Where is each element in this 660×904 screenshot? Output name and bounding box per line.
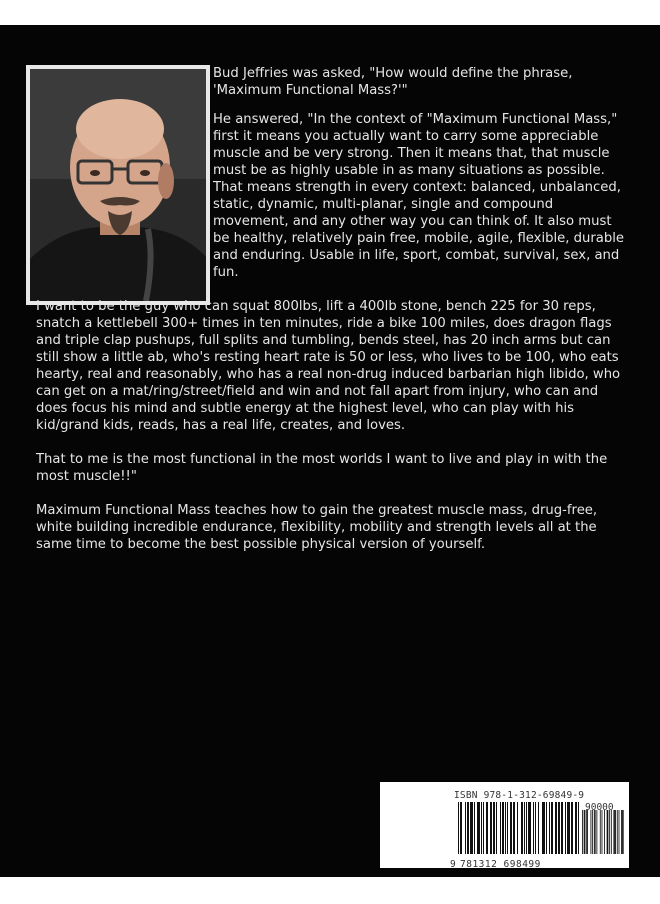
- barcode-bar: [494, 802, 495, 854]
- barcode-bar: [483, 802, 484, 854]
- barcode-bar: [503, 802, 504, 854]
- barcode-bar: [493, 802, 494, 854]
- barcode-bar: [538, 802, 539, 854]
- barcode-bar: [491, 802, 492, 854]
- barcode-bar: [604, 810, 605, 854]
- barcode-digits: 781312 698499: [460, 859, 541, 870]
- barcode-bar: [614, 810, 615, 854]
- barcode-bar: [472, 802, 473, 854]
- barcode-bar: [544, 802, 545, 854]
- barcode-bar: [591, 810, 592, 854]
- barcode-bar: [567, 802, 568, 854]
- barcode-bar: [471, 802, 472, 854]
- barcode-bar: [490, 802, 491, 854]
- barcode-bar: [602, 810, 603, 854]
- back-cover: [0, 25, 660, 877]
- answer-paragraph: He answered, "In the context of "Maximum Functional Mass," first it means you actually want to carry some appreciable muscle and be very strong. Then it means that, that muscle must be as highly usable in as many situations as possible. That means strength in every context: balanced, unbalanced, static, dynamic, multi-planar, single and compound movement, and any other way you can think of. It also must be healthy, relatively pain free, mobile, agile, flexible, durable and enduring. Usable in life, sport, combat, survival, sex, and fun.: [213, 112, 625, 280]
- barcode-bar: [467, 802, 468, 854]
- barcode-bar: [514, 802, 515, 854]
- barcode-bar: [549, 802, 550, 854]
- barcode-bar: [617, 810, 618, 854]
- barcode-bar: [465, 802, 466, 854]
- barcode-bar: [558, 802, 559, 854]
- barcode-bar: [461, 802, 462, 854]
- barcode-bar: [474, 802, 475, 854]
- back-cover-text: [36, 65, 626, 570]
- barcode-bar: [458, 802, 459, 854]
- barcode-bar: [551, 802, 552, 854]
- barcode-bar: [524, 802, 525, 854]
- barcode-bar: [535, 802, 536, 854]
- barcode-bar: [609, 810, 610, 854]
- photo-text-wrap-spacer: [36, 65, 213, 298]
- price-code: 90000: [585, 802, 614, 813]
- barcode-bar: [510, 802, 511, 854]
- barcode-bar: [576, 802, 577, 854]
- barcode-bar: [582, 810, 583, 854]
- barcode-bar: [460, 802, 461, 854]
- barcode-bar: [542, 802, 543, 854]
- barcode-bar: [562, 802, 563, 854]
- isbn-label: ISBN 978-1-312-69849-9: [454, 790, 585, 801]
- barcode-bar: [568, 802, 569, 854]
- barcode-bar: [496, 802, 497, 854]
- book-summary-paragraph: Maximum Functional Mass teaches how to gain the greatest muscle mass, drug-free, white building incredible endurance, flexibility, mobility and strength levels all at the same time to become the best possible physical version of yourself.: [36, 503, 598, 552]
- barcode-bar: [477, 802, 478, 854]
- barcode-bar: [555, 802, 556, 854]
- barcode-bar: [613, 810, 614, 854]
- barcode-bar: [592, 810, 593, 854]
- barcode-bar: [478, 802, 479, 854]
- barcode-bar: [528, 802, 529, 854]
- barcode-bar: [530, 802, 531, 854]
- barcode-bar: [623, 810, 624, 854]
- barcode-bar: [529, 802, 530, 854]
- barcode-bar: [584, 810, 585, 854]
- intro-question: Bud Jeffries was asked, "How would define the phrase, 'Maximum Functional Mass?'": [213, 66, 573, 98]
- barcode-bar: [507, 802, 508, 854]
- barcode-bar: [559, 802, 560, 854]
- barcode-bar: [586, 810, 587, 854]
- barcode-bar: [546, 802, 547, 854]
- barcode-bar: [611, 810, 612, 854]
- barcode-bar: [615, 810, 616, 854]
- barcode-bar: [600, 810, 601, 854]
- barcode-bar: [565, 802, 566, 854]
- barcode-bar: [594, 810, 595, 854]
- barcode-bar: [587, 810, 588, 854]
- barcode-bar: [479, 802, 480, 854]
- barcode-bar: [522, 802, 523, 854]
- isbn-barcode: [380, 782, 629, 868]
- barcode-bar: [468, 802, 469, 854]
- barcode-bar: [569, 802, 570, 854]
- barcode-bar: [521, 802, 522, 854]
- barcode-bar: [585, 810, 586, 854]
- barcode-bar: [596, 810, 597, 854]
- barcode-bar: [511, 802, 512, 854]
- barcode-bar: [526, 802, 527, 854]
- barcode-bar: [533, 802, 534, 854]
- barcode-bar: [578, 802, 579, 854]
- barcode-bar: [561, 802, 562, 854]
- barcode-bar: [505, 802, 506, 854]
- barcode-bar: [595, 810, 596, 854]
- barcode-bar: [607, 810, 608, 854]
- barcode-prefix-digit: 9: [450, 859, 456, 870]
- barcode-bar: [513, 802, 514, 854]
- barcode-bar: [517, 802, 518, 854]
- barcode-bar: [552, 802, 553, 854]
- barcode-bar: [619, 810, 620, 854]
- barcode-bar: [486, 802, 487, 854]
- barcode-bar: [575, 802, 576, 854]
- barcode-bar: [470, 802, 471, 854]
- barcode-bar: [500, 802, 501, 854]
- barcode-bar: [502, 802, 503, 854]
- barcode-bar: [571, 802, 572, 854]
- barcode-bar: [481, 802, 482, 854]
- barcode-bar: [556, 802, 557, 854]
- barcode-bar: [608, 810, 609, 854]
- goals-paragraph: I want to be the guy who can squat 800lbs, lift a 400lb stone, bench 225 for 30 reps, snatch a kettlebell 300+ times in ten minutes, ride a bike 100 miles, does dragon flags and triple clap pushups, full splits and tumbling, bends steel, has 20 inch arms but can still show a little ab, who's resting heart rate is 50 or less, who lives to be 100, who eats hearty, real and reasonably, who has a real non-drug induced barbarian high libido, who can get on a mat/ring/street/field and win and not fall apart from injury, who can and does focus his mind and subtle energy at the highest level, who can play with his kid/grand kids, reads, has a real life, creates, and loves.: [36, 299, 621, 433]
- barcode-bar: [622, 810, 623, 854]
- closing-quote-paragraph: That to me is the most functional in the most worlds I want to live and play in with the most muscle!!": [36, 452, 608, 484]
- barcode-bar: [543, 802, 544, 854]
- barcode-bar: [621, 810, 622, 854]
- barcode-bar: [572, 802, 573, 854]
- barcode-bar: [487, 802, 488, 854]
